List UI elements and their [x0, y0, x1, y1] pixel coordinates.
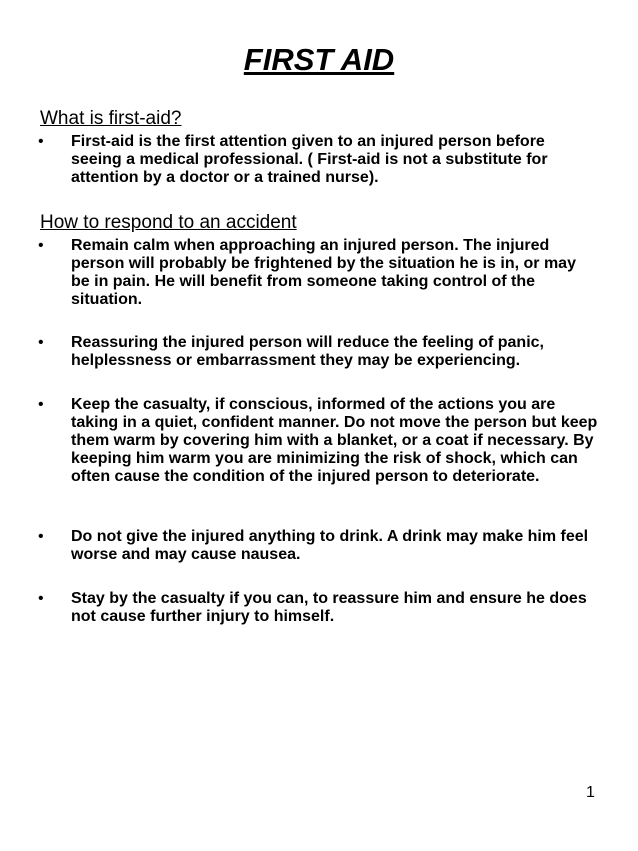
bullet-icon: • — [38, 334, 44, 351]
list-item — [38, 528, 598, 564]
page-title: FIRST AID — [243, 42, 395, 77]
list-item-text: First-aid is the first attention given to an injured person before seeing a medical professional. ( First-aid is not a substitute for attention by a doctor or a trained nurse). — [71, 133, 548, 186]
list-item — [38, 133, 598, 187]
list-item-text: Keep the casualty, if conscious, informed of the actions you are taking in a quiet, confident manner. Do not move the person but keep them warm by covering him with a blanket, or a coat if necessary. By keeping him warm you are minimizing the risk of shock, which can often cause the condition of the injured person to deteriorate. — [71, 396, 598, 485]
list-item-text: Remain calm when approaching an injured person. The injured person will probably be frightened by the situation he is in, or may be in pain. He will benefit from someone taking control of the situation. — [71, 237, 576, 308]
bullet-icon: • — [38, 590, 44, 607]
bullet-icon: • — [38, 133, 44, 150]
bullet-icon: • — [38, 396, 44, 413]
list-item — [38, 396, 598, 486]
bullet-icon: • — [38, 237, 44, 254]
list-item — [38, 334, 598, 370]
list-item-text: Do not give the injured anything to drink. A drink may make him feel worse and may cause nausea. — [71, 528, 589, 563]
page-number: 1 — [586, 784, 595, 801]
section-heading-what-is-first-aid: What is first-aid? — [40, 108, 182, 129]
list-item — [38, 590, 598, 626]
section-heading-how-to-respond: How to respond to an accident — [40, 212, 297, 233]
list-item-text: Reassuring the injured person will reduce the feeling of panic, helplessness or embarrassment they may be experiencing. — [71, 334, 544, 369]
bullet-icon: • — [38, 528, 44, 545]
list-item-text: Stay by the casualty if you can, to reassure him and ensure he does not cause further injury to himself. — [71, 590, 587, 625]
list-item — [38, 237, 598, 309]
